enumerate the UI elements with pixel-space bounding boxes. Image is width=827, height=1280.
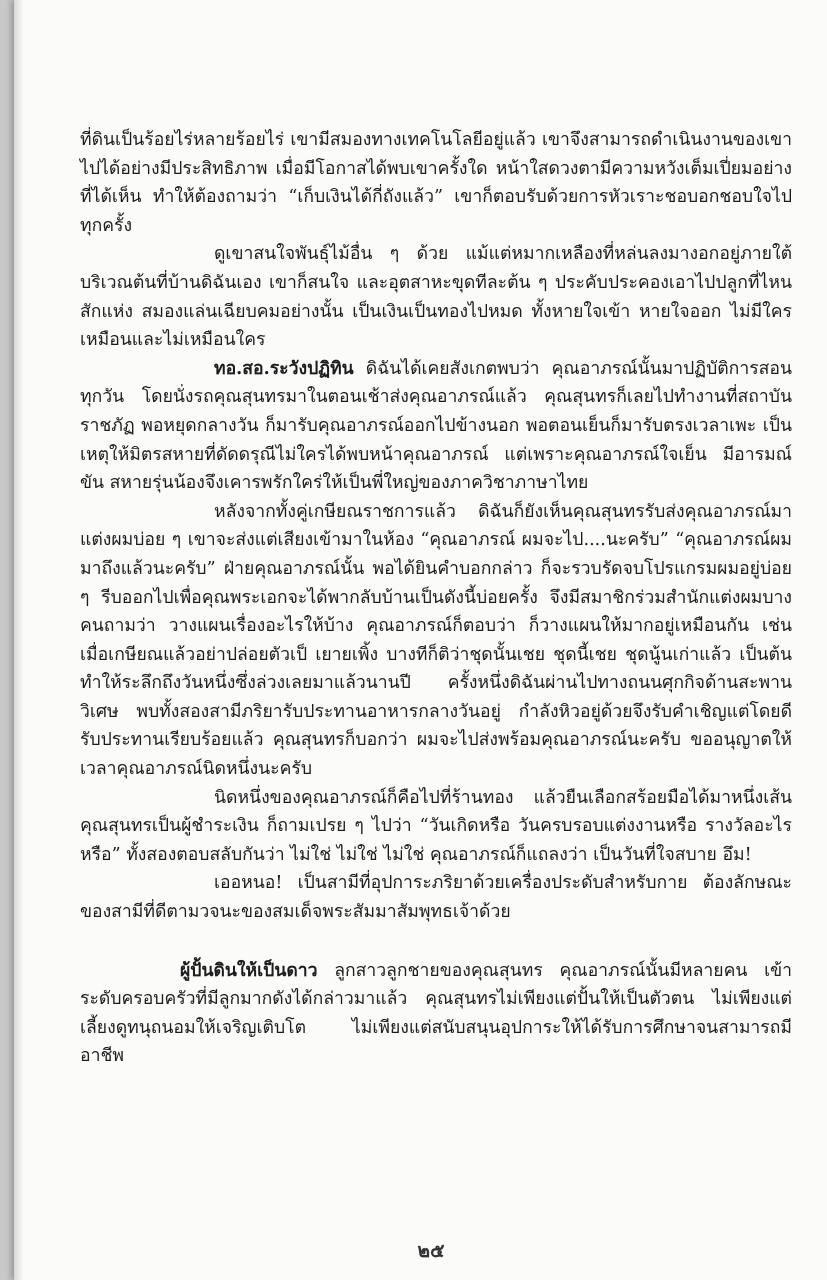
paragraph-text: ดิฉันได้เคยสังเกตพบว่า คุณอาภรณ์นั้นมาปฏิบัติการสอนทุกวัน โดยนั่งรถคุณสุนทรมาในตอนเช้าส่งคุณอาภรณ์แล้ว คุณสุนทรก็เลยไปทำงานที่สถาบันราชภัฏ พอหยุดกลางวัน ก็มารับคุณอาภรณ์ออกไปข้างนอก พอตอนเย็นก็มารับตรงเวลาเพะ เป็นเหตุให้มิตรสหายที่ดัดดรุณีไม่ใครได้พบหน้าคุณอาภรณ์ แต่เพราะคุณอาภรณ์ใจเย็น มีอารมณ์ขัน สหายรุ่นน้องจึงเคารพรักใคร่ให้เป็นพี่ใหญ่ของภาควิชาภาษาไทย bbox=[80, 358, 792, 494]
paragraph-2 bbox=[80, 240, 792, 354]
paragraph-text: นิดหนึ่งของคุณอาภรณ์ก็คือไปที่ร้านทอง แล้วยืนเลือกสร้อยมือได้มาหนึ่งเส้น คุณสุนทรเป็นผู้ชำระเงิน ก็ถามเปรย ๆ ไปว่า “วันเกิดหรือ วันครบรอบแต่งงานหรือ รางวัลอะไรหรือ” ทั้งสองตอบสลับกันว่า ไม่ใช่ ไม่ใช่ ไม่ใช่ คุณอาภรณ์ก็แถลงว่า เป็นวันที่ใจสบาย อึม! bbox=[80, 787, 792, 865]
paragraph-3 bbox=[80, 355, 792, 498]
paragraph-7 bbox=[80, 957, 792, 1071]
paragraph-6 bbox=[80, 869, 792, 926]
paragraph-lead-heading: ทอ.สอ.ระวังปฏิทิน bbox=[214, 357, 354, 379]
paragraph-text: ลูกสาวลูกชายของคุณสุนทร คุณอาภรณ์นั้นมีหลายคน เข้าระดับครอบครัวที่มีลูกมากดังได้กล่าวมาแล้ว คุณสุนทรไม่เพียงแต่ปั้นให้เป็นตัวตน ไม่เพียงแต่เลี้ยงดูทนุถนอมให้เจริญเติบโต ไม่เพียงแต่สนับสนุนอุปการะให้ได้รับการศึกษาจนสามารถมีอาชีพ bbox=[80, 960, 792, 1067]
page-number: ๒๕ bbox=[417, 1240, 445, 1262]
paragraph-1 bbox=[80, 126, 792, 240]
paragraph-5 bbox=[80, 784, 792, 870]
paragraph-4 bbox=[80, 498, 792, 784]
paragraph-text: ที่ดินเป็นร้อยไร่หลายร้อยไร่ เขามีสมองทางเทคโนโลยีอยู่แล้ว เขาจึงสามารถดำเนินงานของเขาไปได้อย่างมีประสิทธิภาพ เมื่อมีโอกาสได้พบเขาครั้งใด หน้าใสดวงตามีความหวังเต็มเปี่ยมอย่างที่ได้เห็น ทำให้ต้องถามว่า “เก็บเงินได้กี่ถังแล้ว” เขาก็ตอบรับด้วยการหัวเราะชอบอกชอบใจไปทุกครั้ง bbox=[80, 130, 792, 236]
paragraph-text: เออหนอ! เป็นสามีที่อุปการะภริยาด้วยเครื่องประดับสำหรับกาย ต้องลักษณะของสามีที่ดีตามวจนะของสมเด็จพระสัมมาสัมพุทธเจ้าด้วย bbox=[80, 873, 792, 923]
body-text bbox=[80, 126, 792, 1071]
paragraph-text: หลังจากทั้งคู่เกษียณราชการแล้ว ดิฉันก็ยังเห็นคุณสุนทรรับส่งคุณอาภรณ์มาแต่งผมบ่อย ๆ เขาจะส่งแต่เสียงเข้ามาในห้อง “คุณอาภรณ์ ผมจะไป....นะครับ” “คุณอาภรณ์ผมมาถึงแล้วนะครับ” ฝ่ายคุณอาภรณ์นั้น พอได้ยินคำบอกกล่าว ก็จะรวบรัดจบโปรแกรมผมอยู่บ่อย ๆ รีบออกไปเพื่อคุณพระเอกจะได้พากลับบ้านเป็นดังนี้บ่อยครั้ง จึงมีสมาชิกร่วมสำนักแต่งผมบางคนถามว่า วางแผนเรื่องอะไรให้บ้าง คุณอาภรณ์ก็ตอบว่า ก็วางแผนให้มากอยู่เหมือนกัน เช่น เมื่อเกษียณแล้วอย่าปล่อยตัวเป็ เยายเพิ้ง บางทีก็ติว่าชุดนั้นเชย ชุดนี้เชย ชุดนู้นเก่าแล้ว เป็นต้น ทำให้ระลึกถึงวันหนึ่งซึ่งล่วงเลยมาแล้วนานปี ครั้งหนึ่งดิฉันผ่านไปทางถนนศุกกิจด้านสะพานวิเศษ พบทั้งสองสามีภริยารับประทานอาหารกลางวันอยู่ กำลังหิวอยู่ด้วยจึงรับคำเชิญแต่โดยดี รับประทานเรียบร้อยแล้ว คุณสุนทรก็บอกว่า ผมจะไปส่งพร้อมคุณอาภรณ์นะครับ ขออนุญาตให้เวลาคุณอาภรณ์นิดหนึ่งนะครับ bbox=[80, 501, 792, 780]
document-page bbox=[14, 0, 827, 1280]
paragraph-text: ดูเขาสนใจพันธุ์ไม้อื่น ๆ ด้วย แม้แต่หมากเหลืองที่หล่นลงมางอกอยู่ภายใต้บริเวณต้นที่บ้านดิฉันเอง เขาก็สนใจ และอุตสาหะขุดทีละต้น ๆ ประคับประคองเอาไปปลูกที่ไหนสักแห่ง สมองแล่นเฉียบคมอย่างนั้น เป็นเงินเป็นทองไปหมด ทั้งหายใจเข้า หายใจออก ไม่มีใครเหมือนและไม่เหมือนใคร bbox=[80, 244, 792, 351]
paragraph-lead-heading: ผู้ปั้นดินให้เป็นดาว bbox=[180, 959, 318, 981]
